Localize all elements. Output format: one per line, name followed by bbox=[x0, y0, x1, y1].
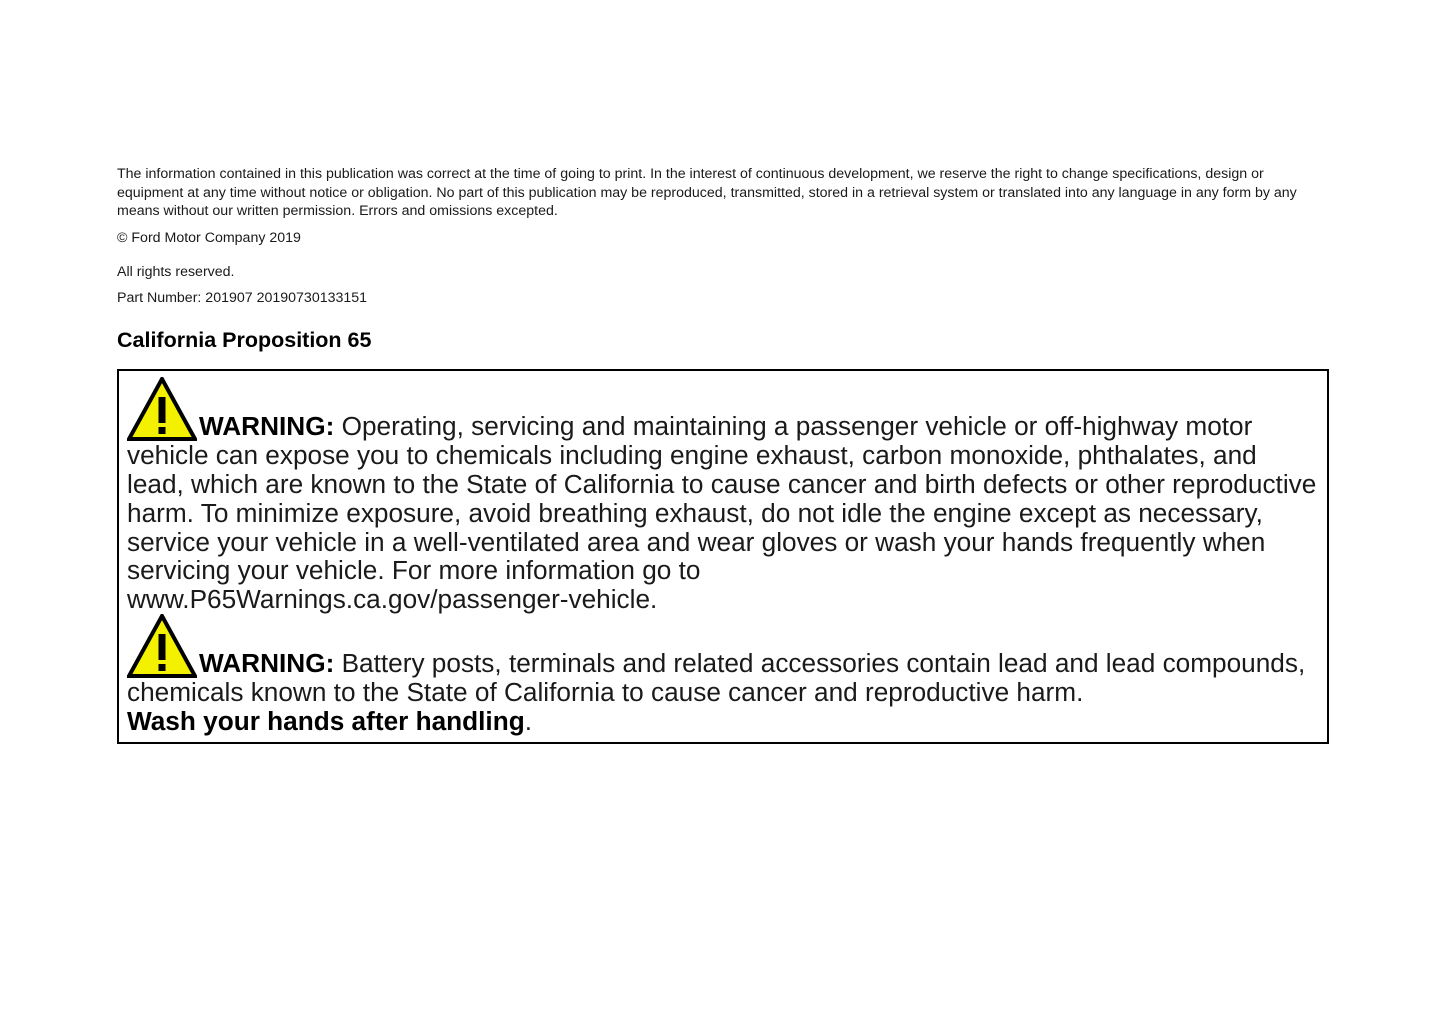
disclaimer-text: The information contained in this publication was correct at the time of going to print. In the interest of continuous development, we reserve the right to change specifications, design or equipment at any time without notice or obligation. No part of this publication may be reproduced, transmitted, stored in a retrieval system or translated into any language in any form by any means without our written permission. Errors and omissions excepted. bbox=[117, 166, 1297, 220]
warning-label: WARNING: bbox=[199, 648, 335, 679]
warning-label: WARNING: bbox=[199, 410, 335, 441]
warning-text: Battery posts, terminals and related accessories contain lead and lead compounds, chemicals known to the State of California to cause cancer and reproductive harm. bbox=[127, 648, 1306, 708]
warning-emphasis: Wash your hands after handling bbox=[127, 706, 525, 737]
warning-text: Operating, servicing and maintaining a passenger vehicle or off-highway motor vehicle can expose you to chemicals including engine exhaust, carbon monoxide, phthalates, and lead, which are known to the State of California to cause cancer and birth defects or other reproductive harm. To minimize exposure, avoid breathing exhaust, do not idle the engine except as necessary, service your vehicle in a well-ventilated area and wear gloves or wash your hands frequently when servicing your vehicle. For more information go to bbox=[127, 410, 1317, 586]
copyright-text: © Ford Motor Company 2019 bbox=[117, 229, 301, 246]
warning-trailing: . bbox=[524, 706, 532, 737]
warning-triangle-icon bbox=[127, 614, 197, 678]
part-number: Part Number: 201907 20190730133151 bbox=[117, 289, 368, 306]
rights-text: All rights reserved. bbox=[117, 263, 235, 280]
warning-box bbox=[117, 369, 1329, 744]
warning-triangle-icon bbox=[127, 377, 197, 441]
warning-paragraph-1 bbox=[127, 377, 1319, 614]
warning-paragraph-2 bbox=[127, 614, 1319, 736]
section-heading: California Proposition 65 bbox=[117, 327, 372, 352]
warning-link: www.P65Warnings.ca.gov/passenger-vehicle. bbox=[127, 584, 658, 615]
publication-page bbox=[117, 165, 1329, 744]
